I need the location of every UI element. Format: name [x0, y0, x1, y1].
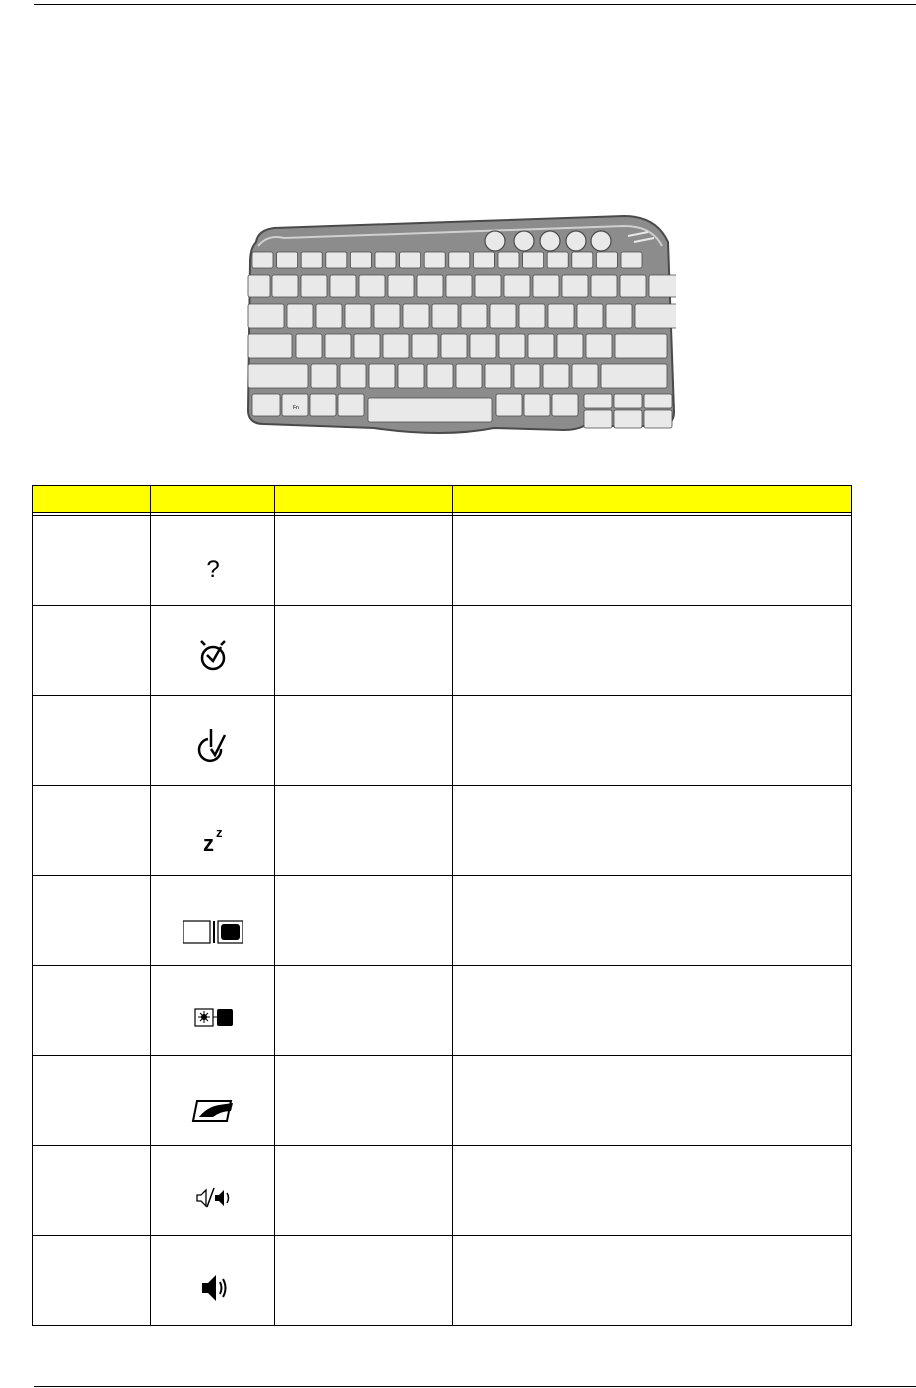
function-key — [596, 252, 617, 268]
hotkey-cell — [33, 1056, 151, 1146]
sleep-icon — [183, 817, 243, 857]
key-rows — [248, 252, 676, 428]
key — [577, 304, 603, 328]
icon-cell — [151, 1146, 275, 1236]
table-row — [33, 876, 852, 966]
enter-key — [615, 334, 667, 358]
key — [552, 394, 578, 416]
description-cell — [453, 696, 852, 786]
key — [572, 364, 598, 388]
key — [248, 275, 270, 297]
speaker-toggle-icon — [183, 1177, 243, 1217]
space-bar — [368, 398, 492, 422]
key — [446, 275, 472, 297]
key — [432, 304, 458, 328]
alt-key — [496, 394, 522, 416]
notebook-manager-icon — [183, 727, 243, 767]
key — [514, 364, 540, 388]
function-key — [449, 252, 470, 268]
key — [369, 364, 395, 388]
key — [635, 304, 676, 328]
key — [296, 334, 322, 358]
key — [456, 364, 482, 388]
icon-cell — [151, 516, 275, 606]
question-mark-icon — [183, 547, 243, 587]
footer-rule — [34, 1386, 916, 1387]
key — [504, 275, 530, 297]
arrow-key — [614, 394, 642, 408]
key — [354, 334, 380, 358]
key — [287, 304, 313, 328]
icon-cell — [151, 876, 275, 966]
table-row — [33, 966, 852, 1056]
function-key — [277, 252, 298, 268]
function-cell — [275, 1146, 453, 1236]
table-row — [33, 606, 852, 696]
function-key — [498, 252, 519, 268]
key — [441, 334, 467, 358]
description-cell — [453, 966, 852, 1056]
table-row — [33, 1056, 852, 1146]
key — [311, 364, 337, 388]
hotkey-cell — [33, 1236, 151, 1326]
ctrl-key — [252, 394, 280, 416]
key — [557, 334, 583, 358]
function-cell — [275, 966, 453, 1056]
fn-key-label: Fn — [293, 405, 299, 411]
key — [461, 304, 487, 328]
function-cell — [275, 696, 453, 786]
function-key — [326, 252, 347, 268]
key — [325, 334, 351, 358]
key — [562, 275, 588, 297]
hotkey-cell — [33, 516, 151, 606]
key — [519, 304, 545, 328]
icon-cell — [151, 1056, 275, 1146]
key — [272, 275, 298, 297]
column-header-2 — [151, 486, 275, 513]
key — [533, 275, 559, 297]
key — [586, 334, 612, 358]
arrow-key — [614, 410, 642, 428]
table-row — [33, 516, 852, 606]
description-cell — [453, 1056, 852, 1146]
display-toggle-icon — [183, 907, 243, 947]
hotkey-cell — [33, 966, 151, 1056]
function-key — [547, 252, 568, 268]
arrow-key — [584, 410, 612, 428]
svg-text:?: ? — [205, 556, 220, 583]
hotkey-cell — [33, 606, 151, 696]
alt-key — [338, 394, 364, 416]
hotkey-table — [32, 485, 852, 1326]
key — [345, 304, 371, 328]
key — [524, 394, 550, 416]
key — [606, 304, 632, 328]
function-key — [350, 252, 371, 268]
column-header-4 — [453, 486, 852, 513]
screen-blank-icon — [183, 997, 243, 1037]
function-key — [473, 252, 494, 268]
svg-text:z: z — [215, 825, 222, 840]
key — [485, 364, 511, 388]
function-cell — [275, 786, 453, 876]
key — [490, 304, 516, 328]
key — [528, 334, 554, 358]
function-cell — [275, 876, 453, 966]
icon-cell — [151, 606, 275, 696]
shift-key — [601, 364, 667, 388]
tab-key — [248, 304, 284, 328]
description-cell — [453, 606, 852, 696]
key — [398, 364, 424, 388]
function-key — [301, 252, 322, 268]
icon-cell — [151, 696, 275, 786]
icon-cell — [151, 1236, 275, 1326]
function-key — [400, 252, 421, 268]
key — [499, 334, 525, 358]
key — [591, 275, 617, 297]
key — [475, 275, 501, 297]
function-key — [621, 252, 642, 268]
volume-up-icon — [183, 1267, 243, 1307]
table-row — [33, 1146, 852, 1236]
key — [412, 334, 438, 358]
function-key — [252, 252, 273, 268]
icon-cell — [151, 966, 275, 1056]
key — [388, 275, 414, 297]
arrow-key — [644, 394, 672, 408]
key — [316, 304, 342, 328]
key — [620, 275, 646, 297]
arrow-key — [644, 410, 672, 428]
description-cell — [453, 516, 852, 606]
arrow-key — [584, 394, 612, 408]
table-row — [33, 696, 852, 786]
key — [548, 304, 574, 328]
keyboard-svg — [244, 212, 676, 440]
header-rule — [34, 4, 916, 5]
key — [340, 364, 366, 388]
column-header-1 — [33, 486, 151, 513]
function-cell — [275, 1056, 453, 1146]
key — [310, 394, 336, 416]
key — [330, 275, 356, 297]
function-key — [572, 252, 593, 268]
description-cell — [453, 1236, 852, 1326]
function-key — [523, 252, 544, 268]
power-management-icon — [183, 637, 243, 677]
key — [359, 275, 385, 297]
shift-key — [248, 364, 308, 388]
caps-key — [248, 334, 292, 358]
icon-cell — [151, 786, 275, 876]
function-cell — [275, 606, 453, 696]
key — [543, 364, 569, 388]
table-header-row — [33, 486, 852, 513]
key — [374, 304, 400, 328]
hotkey-cell — [33, 1146, 151, 1236]
hotkey-cell — [33, 876, 151, 966]
column-header-3 — [275, 486, 453, 513]
key — [301, 275, 327, 297]
hotkey-cell — [33, 696, 151, 786]
table-row — [33, 1236, 852, 1326]
function-key — [424, 252, 445, 268]
function-cell — [275, 1236, 453, 1326]
key — [383, 334, 409, 358]
key — [417, 275, 443, 297]
touchpad-toggle-icon — [183, 1087, 243, 1127]
description-cell — [453, 876, 852, 966]
key — [427, 364, 453, 388]
key — [403, 304, 429, 328]
table-row — [33, 786, 852, 876]
key — [649, 275, 676, 297]
key — [470, 334, 496, 358]
description-cell — [453, 786, 852, 876]
svg-text:z: z — [202, 831, 214, 856]
hotkey-cell — [33, 786, 151, 876]
function-cell — [275, 516, 453, 606]
keyboard-illustration — [244, 212, 676, 440]
description-cell — [453, 1146, 852, 1236]
function-key — [375, 252, 396, 268]
